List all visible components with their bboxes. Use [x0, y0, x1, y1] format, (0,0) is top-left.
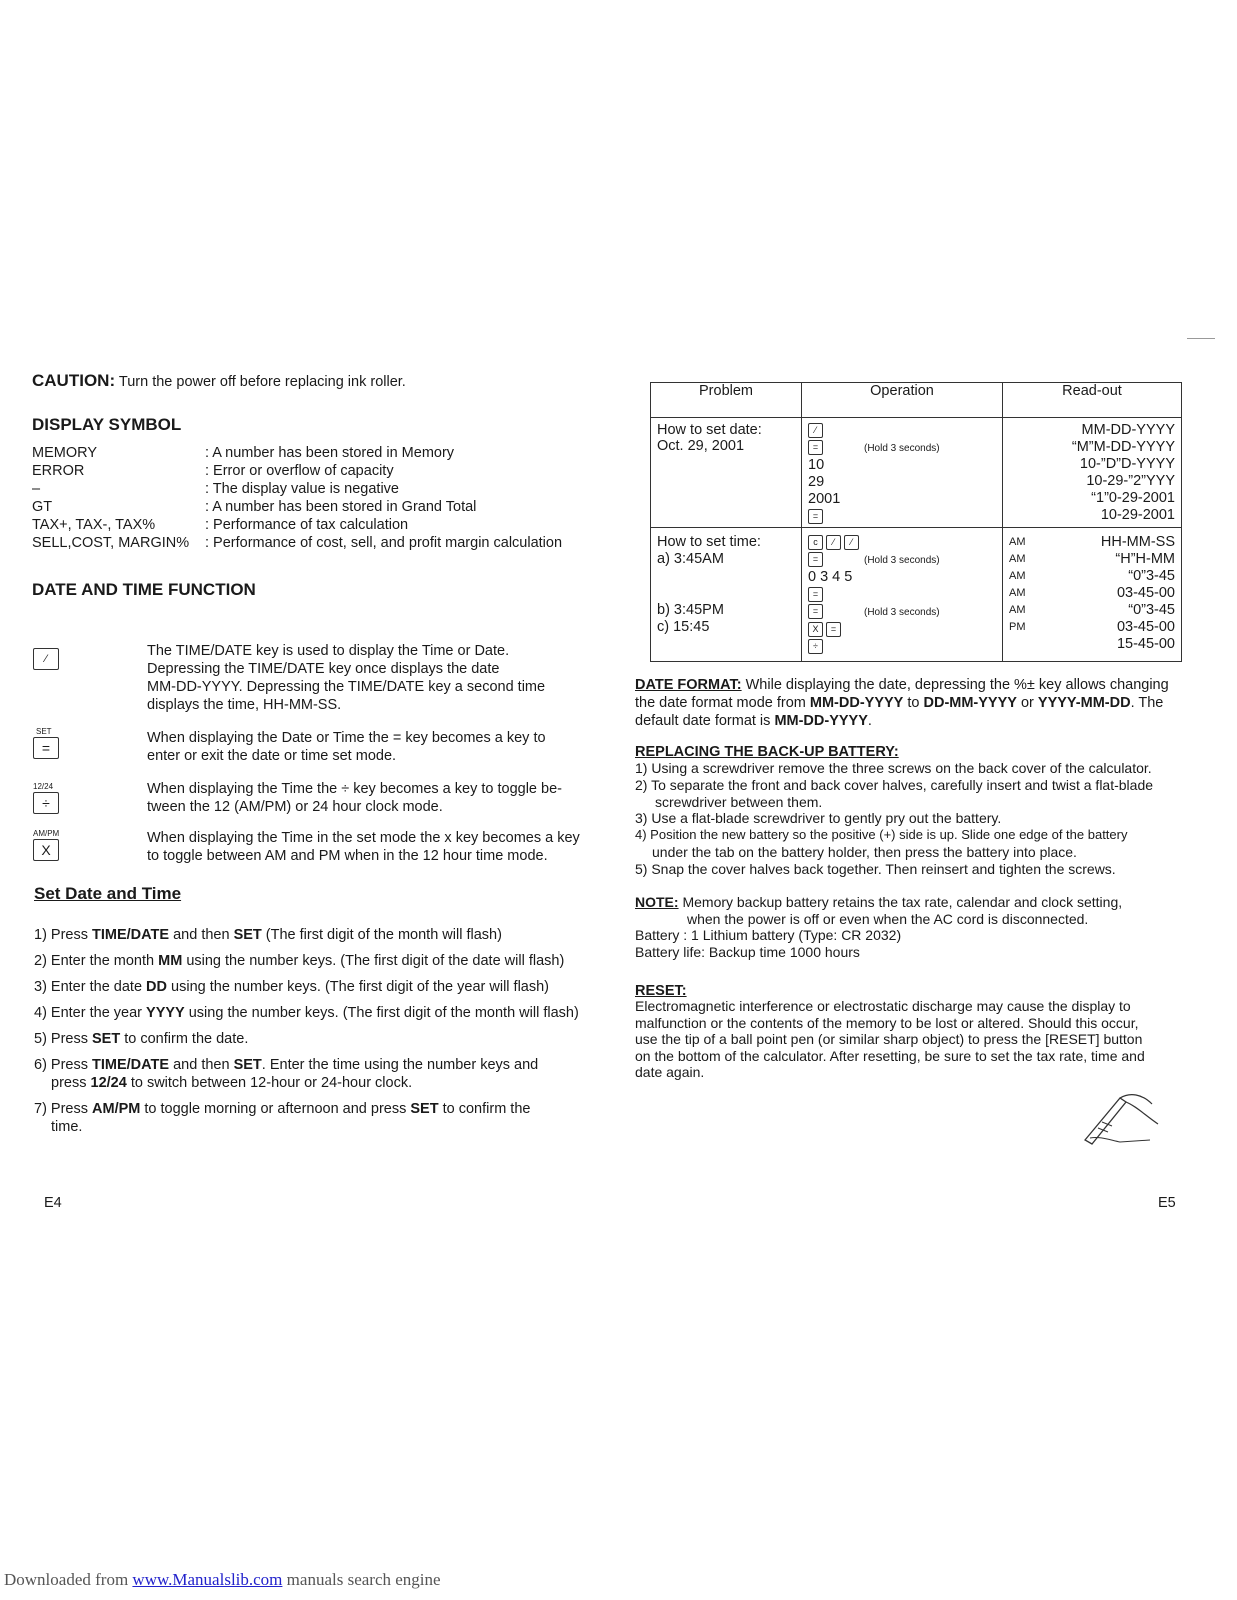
footer-text: Downloaded from	[4, 1570, 133, 1589]
readout-line	[1009, 585, 1175, 602]
footer-text: manuals search engine	[282, 1570, 441, 1589]
symbol-row	[32, 534, 592, 552]
note-line	[635, 894, 1195, 911]
step-text: to switch between 12-hour or 24-hour clock.	[126, 1075, 413, 1091]
ampm-label: AM	[1009, 587, 1026, 599]
symbol-name: MEMORY	[32, 445, 97, 461]
desc-line: The TIME/DATE key is used to display the Time or Date.	[147, 643, 510, 659]
time-date-description	[147, 642, 545, 714]
date-format-line	[635, 712, 1195, 730]
reset-line: malfunction or the contents of the memory to be lost or altered. Should this occur,	[635, 1014, 1139, 1031]
step-key: SET	[233, 1057, 262, 1073]
display-symbol-list	[32, 444, 592, 552]
pen-pressing-reset-icon	[1080, 1090, 1160, 1145]
readout-line	[1009, 534, 1175, 551]
caution	[32, 372, 406, 391]
op-line	[808, 586, 996, 603]
table-header-row	[651, 383, 1182, 418]
op-line	[808, 551, 996, 569]
step-text: using the number keys. (The first digit of the date will flash)	[182, 953, 565, 969]
note-text: Memory backup battery retains the tax rate, calendar and clock setting,	[678, 894, 1123, 910]
set-mini-icon: =	[808, 440, 823, 455]
readout-cell	[1003, 418, 1182, 528]
desc-line: to toggle between AM and PM when in the 12 hour time mode.	[147, 848, 548, 864]
readout-value: “H”H-MM	[1115, 551, 1175, 567]
step-text: 2) Enter the month	[34, 953, 159, 969]
set-mini-icon: =	[826, 622, 841, 637]
header-operation: Operation	[802, 383, 1003, 418]
page-number-left: E4	[44, 1195, 62, 1211]
margin-mark	[1187, 338, 1215, 339]
am-pm-key-description	[147, 829, 580, 865]
step-key: TIME/DATE	[92, 1057, 170, 1073]
problem-line: b) 3:45PM	[657, 602, 724, 618]
step-2	[34, 952, 594, 978]
text: .	[867, 713, 872, 729]
step-text: 5) Press	[34, 1031, 93, 1047]
desc-line: enter or exit the date or time set mode.	[147, 748, 397, 764]
readout-line: 10-”D”D-YYYY	[1079, 456, 1175, 472]
battery-heading: REPLACING THE BACK-UP BATTERY:	[635, 744, 899, 760]
problem-cell	[651, 528, 802, 662]
op-line	[808, 638, 996, 655]
12-24-key-label: 12/24	[33, 782, 54, 791]
time-date-key-icon: ⁄	[33, 648, 59, 670]
op-line: 29	[808, 474, 825, 490]
symbol-row	[32, 498, 592, 516]
desc-line: displays the time, HH-MM-SS.	[147, 697, 342, 713]
op-line	[808, 603, 996, 621]
readout-line	[1009, 619, 1175, 636]
symbol-desc: : The display value is negative	[205, 481, 399, 497]
date-format-section	[635, 676, 1195, 730]
set-mini-icon: =	[808, 587, 823, 602]
reset-text	[635, 998, 1195, 1081]
note-label: NOTE:	[635, 894, 679, 910]
symbol-desc: : A number has been stored in Grand Total	[205, 499, 477, 515]
multiply-key-icon: X	[33, 839, 59, 861]
header-readout: Read-out	[1003, 383, 1182, 418]
operation-cell	[802, 418, 1003, 528]
reset-line: Electromagnetic interference or electrostatic discharge may cause the display to	[635, 998, 1131, 1014]
problem-line: Oct. 29, 2001	[657, 438, 745, 454]
step-7-cont: time.	[51, 1119, 83, 1135]
format: MM-DD-YYYY	[809, 695, 904, 711]
page-number-right: E5	[1158, 1195, 1176, 1211]
symbol-desc: : Error or overflow of capacity	[205, 463, 394, 479]
ampm-label: PM	[1009, 621, 1026, 633]
step-text: using the number keys. (The first digit of the year will flash)	[167, 979, 549, 995]
reset-line: on the bottom of the calculator. After resetting, be sure to set the tax rate, time and	[635, 1047, 1145, 1064]
note-section	[635, 894, 1195, 960]
step-5	[34, 1030, 594, 1056]
symbol-desc: : Performance of cost, sell, and profit margin calculation	[205, 535, 563, 551]
readout-line: “1”0-29-2001	[1091, 490, 1175, 506]
caution-text: Turn the power off before replacing ink roller.	[118, 374, 406, 390]
date-format-label: DATE FORMAT:	[635, 677, 742, 693]
step-7	[34, 1100, 594, 1118]
battery-line: 4) Position the new battery so the positive (+) side is up. Slide one edge of the battery	[635, 827, 1128, 843]
ampm-label: AM	[1009, 604, 1026, 616]
desc-line: MM-DD-YYYY. Depressing the TIME/DATE key a second time	[147, 679, 546, 695]
symbol-desc: : A number has been stored in Memory	[205, 445, 455, 461]
divide-key-icon: ÷	[33, 792, 59, 814]
step-key: DD	[146, 979, 167, 995]
divide-mini-icon: ÷	[808, 639, 823, 654]
symbol-name: ERROR	[32, 463, 85, 479]
problem-line: a) 3:45AM	[657, 551, 724, 567]
readout-value: 03-45-00	[1116, 585, 1175, 601]
step-key: 12/24	[90, 1075, 127, 1091]
step-6-cont	[34, 1074, 594, 1100]
readout-line	[1009, 602, 1175, 619]
symbol-name: GT	[32, 499, 53, 515]
caution-label: CAUTION:	[32, 371, 116, 390]
op-line: 0 3 4 5	[808, 569, 853, 585]
readout-line	[1009, 551, 1175, 568]
text: to	[903, 695, 924, 711]
battery-steps	[635, 760, 1205, 878]
battery-line: 1) Using a screwdriver remove the three screws on the back cover of the calculator.	[635, 760, 1152, 776]
table-row-date	[651, 418, 1182, 528]
step-key: AM/PM	[92, 1101, 141, 1117]
readout-line: 10-29-”2”YYY	[1086, 473, 1175, 489]
set-date-heading: Set Date and Time	[34, 884, 182, 903]
problem-cell	[651, 418, 802, 528]
readout-value: “0”3-45	[1128, 602, 1175, 618]
symbol-name: TAX+, TAX-, TAX%	[32, 517, 156, 533]
readout-value: HH-MM-SS	[1100, 534, 1175, 550]
time-date-mini-icon: ⁄	[826, 535, 841, 550]
step-text: 1) Press	[34, 927, 93, 943]
note-line: when the power is off or even when the AC cord is disconnected.	[687, 910, 1089, 927]
desc-line: When displaying the Date or Time the = key becomes a key to	[147, 730, 546, 746]
step-text: 3) Enter the date	[34, 979, 147, 995]
desc-line: When displaying the Time in the set mode the x key becomes a key	[147, 830, 580, 846]
step-text: 6) Press	[34, 1057, 93, 1073]
readout-value: “0”3-45	[1128, 568, 1175, 584]
am-pm-key-label: AM/PM	[33, 829, 60, 838]
ampm-label	[1009, 636, 1059, 653]
step-1	[34, 926, 594, 952]
step-3	[34, 978, 594, 1004]
op-line	[808, 621, 996, 638]
step-text: using the number keys. (The first digit of the month will flash)	[184, 1005, 579, 1021]
readout-cell	[1003, 528, 1182, 662]
op-line: 10	[808, 457, 825, 473]
12-24-key-description	[147, 780, 562, 816]
set-key-description	[147, 729, 546, 765]
text: or	[1016, 695, 1038, 711]
readout-line	[1009, 568, 1175, 585]
step-key: MM	[158, 953, 183, 969]
battery-line: 5) Snap the cover halves back together. Then reinsert and tighten the screws.	[635, 860, 1116, 877]
text: the date format mode from	[635, 695, 810, 711]
ampm-label: AM	[1009, 570, 1026, 582]
reset-line: date again.	[635, 1064, 705, 1080]
op-text: (Hold 3 seconds)	[864, 555, 940, 566]
text: . The	[1130, 695, 1164, 711]
battery-line: 3) Use a flat-blade screwdriver to gently pry out the battery.	[635, 810, 1002, 827]
c-ce-mini-icon: c	[808, 535, 823, 550]
problem-line: How to set time:	[657, 534, 761, 550]
op-line	[808, 534, 996, 551]
step-4	[34, 1004, 594, 1030]
symbol-row	[32, 516, 592, 534]
step-key: TIME/DATE	[92, 927, 170, 943]
time-date-mini-icon: ⁄	[844, 535, 859, 550]
symbol-row	[32, 444, 592, 462]
op-text: (Hold 3 seconds)	[864, 607, 940, 618]
equals-key-icon: =	[33, 737, 59, 759]
readout-value: 03-45-00	[1116, 619, 1175, 635]
set-mini-icon: =	[808, 509, 823, 524]
step-text: and then	[169, 1057, 234, 1073]
op-line	[808, 508, 996, 525]
step-text: 7) Press	[34, 1101, 93, 1117]
symbol-name: –	[32, 481, 41, 497]
table-row-time	[651, 528, 1182, 662]
date-format-text: While displaying the date, depressing the %± key allows changing	[741, 677, 1169, 693]
desc-line: tween the 12 (AM/PM) or 24 hour clock mode.	[147, 799, 443, 815]
step-key: YYYY	[146, 1005, 185, 1021]
set-mini-icon: =	[808, 604, 823, 619]
step-key: SET	[410, 1101, 439, 1117]
set-key-label: SET	[36, 727, 52, 736]
date-format-line	[635, 694, 1195, 712]
format: YYYY-MM-DD	[1037, 695, 1131, 711]
symbol-desc: : Performance of tax calculation	[205, 517, 409, 533]
reset-heading: RESET:	[635, 983, 687, 999]
note-line: Battery : 1 Lithium battery (Type: CR 2032)	[635, 927, 902, 943]
symbol-row	[32, 480, 592, 498]
op-line	[808, 422, 996, 439]
readout-value: 15-45-00	[1116, 636, 1175, 652]
step-text: to confirm the	[438, 1101, 531, 1117]
download-footer	[4, 1570, 441, 1590]
step-key: SET	[92, 1031, 121, 1047]
set-mini-icon: =	[808, 552, 823, 567]
step-6	[34, 1056, 594, 1074]
header-problem: Problem	[651, 383, 802, 418]
step-text: press	[51, 1075, 91, 1091]
battery-line: 2) To separate the front and back cover halves, carefully insert and twist a flat-blade	[635, 776, 1154, 793]
format: DD-MM-YYYY	[923, 695, 1017, 711]
reset-line: use the tip of a ball point pen (or similar sharp object) to press the [RESET] button	[635, 1031, 1143, 1047]
step-text: and then	[169, 927, 234, 943]
instruction-table	[650, 382, 1182, 662]
op-line	[808, 439, 996, 457]
battery-line: under the tab on the battery holder, then press the battery into place.	[652, 843, 1077, 860]
multiply-mini-icon: X	[808, 622, 823, 637]
format: MM-DD-YYYY	[774, 713, 868, 729]
step-text: (The first digit of the month will flash)	[261, 927, 502, 943]
desc-line: When displaying the Time the ÷ key becomes a key to toggle be-	[147, 781, 562, 797]
step-text: . Enter the time using the number keys and	[261, 1057, 539, 1073]
ampm-label: AM	[1009, 536, 1026, 548]
display-symbol-heading: DISPLAY SYMBOL	[32, 415, 182, 434]
readout-line: MM-DD-YYYY	[1081, 422, 1175, 438]
time-date-mini-icon: ⁄	[808, 423, 823, 438]
op-text: (Hold 3 seconds)	[864, 443, 940, 454]
date-time-heading: DATE AND TIME FUNCTION	[32, 580, 256, 599]
readout-line	[1009, 636, 1175, 653]
problem-line: How to set date:	[657, 422, 762, 438]
text: default date format is	[635, 713, 775, 729]
step-text: to confirm the date.	[120, 1031, 249, 1047]
readout-line: 10-29-2001	[1100, 507, 1175, 523]
manualslib-link[interactable]: www.Manualslib.com	[132, 1570, 283, 1589]
set-date-steps	[34, 926, 594, 1136]
step-key: SET	[233, 927, 262, 943]
desc-line: Depressing the TIME/DATE key once displays the date	[147, 661, 500, 677]
op-line: 2001	[808, 491, 841, 507]
symbol-row	[32, 462, 592, 480]
operation-cell	[802, 528, 1003, 662]
note-line: Battery life: Backup time 1000 hours	[635, 943, 860, 960]
readout-line: “M”M-DD-YYYY	[1071, 439, 1175, 455]
ampm-label: AM	[1009, 553, 1026, 565]
date-format-line	[635, 676, 1195, 694]
problem-line: c) 15:45	[657, 619, 710, 635]
step-text: 4) Enter the year	[34, 1005, 147, 1021]
step-text: to toggle morning or afternoon and press	[140, 1101, 411, 1117]
symbol-name: SELL,COST, MARGIN%	[32, 535, 190, 551]
battery-line: screwdriver between them.	[655, 793, 823, 810]
